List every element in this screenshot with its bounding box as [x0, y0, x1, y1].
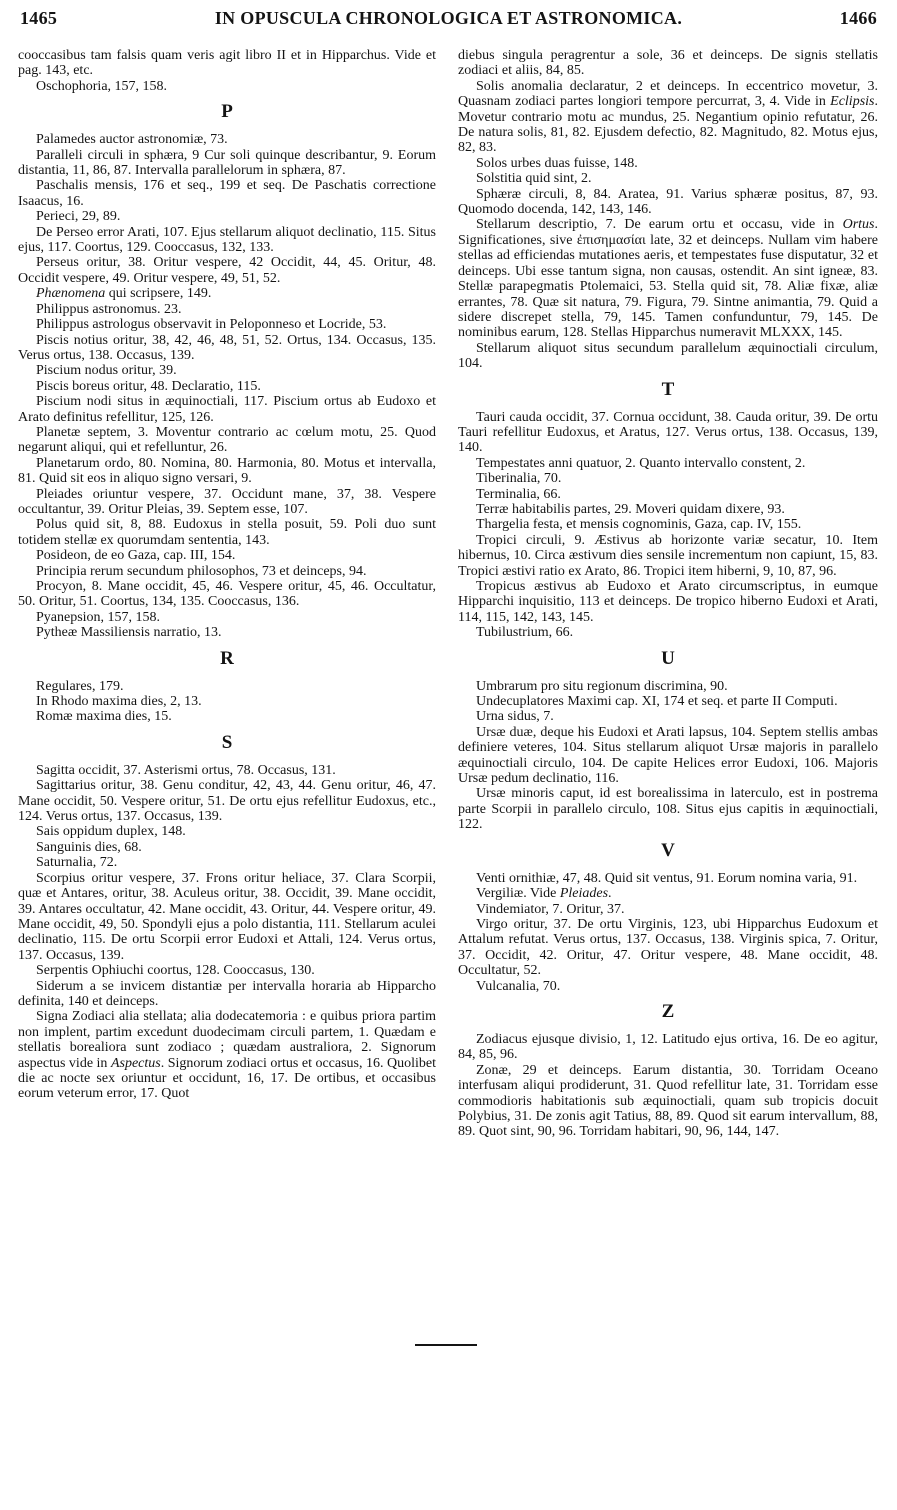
index-entry: Terræ habitabilis partes, 29. Moveri quidam dixere, 93.	[476, 501, 785, 517]
entry-text: Signa Zodiaci alia stellata; alia dodecatemoria : e quibus priora partim non implent, partim excedunt duodecimam circuli partem, 1. Quædam e stellatis borealiora sunt zodiaco ; quædam australiora, 2. Signorum aspectus vide in	[18, 1009, 436, 1071]
index-entry: Sais oppidum duplex, 148.	[36, 824, 186, 840]
index-entry: Serpentis Ophiuchi coortus, 128. Cooccasus, 130.	[36, 963, 315, 979]
section-letter-p: P	[221, 101, 233, 123]
index-entry: Venti ornithiæ, 47, 48. Quid sit ventus, 91. Eorum nomina varia, 91.	[476, 870, 858, 886]
index-entry: Piscis boreus oritur, 48. Declaratio, 115.	[36, 378, 261, 394]
index-column-right	[458, 48, 878, 1140]
end-rule	[415, 1344, 477, 1346]
entry-text: Stellarum descriptio, 7. De earum ortu et occasu, vide in	[476, 217, 843, 233]
index-entry: Paschalis mensis, 176 et seq., 199 et seq. De Paschatis correctione Isaacus, 16.	[18, 178, 436, 209]
italic-term: Pleiades	[559, 886, 609, 902]
index-entry: Vindemiator, 7. Oritur, 37.	[476, 901, 625, 917]
index-entry: Pleiades oriuntur vespere, 37. Occidunt mane, 37, 38. Vespere occultantur, 39. Oritur Pleias, 39. Septem esse, 107.	[18, 486, 436, 517]
index-entry: Terminalia, 66.	[476, 486, 561, 502]
entry-text: Vergiliæ. Vide	[476, 886, 560, 902]
index-entry: Tropici circuli, 9. Æstivus ab horizonte variæ secatur, 10. Item hibernus, 10. Circa æstivum dies sensile incrementum non capiunt, 15, 83. Tropici æstivi ratio ex Arato, 86. Tropici item hiberni, 9, 10, 87, 96.	[458, 532, 878, 579]
index-entry	[18, 1009, 436, 1101]
index-entry: Undecuplatores Maximi cap. XI, 174 et seq. et parte II Computi.	[476, 694, 838, 710]
index-entry: Vulcanalia, 70.	[476, 978, 561, 994]
index-entry: Posideon, de eo Gaza, cap. III, 154.	[36, 548, 236, 564]
index-entry: Umbrarum pro situ regionum discrimina, 90.	[476, 678, 728, 694]
entry-text: . Movetur contrario motu ac mundus, 25. Negantium opinio refutatur, 26. De natura solis, 81, 82. Ejusdem defectio, 82. Magnitudo, 82. Motus ejus, 82, 83.	[458, 94, 878, 156]
index-entry: Polus quid sit, 8, 88. Eudoxus in stella posuit, 59. Poli duo sunt totidem stellæ ex quorumdam sententia, 143.	[18, 517, 436, 548]
index-entry: cooccasibus tam falsis quam veris agit libro II et in Hipparchus. Vide et pag. 143, etc.	[18, 48, 436, 79]
index-entry: Sanguinis dies, 68.	[36, 839, 142, 855]
italic-term: Phænomena	[36, 286, 106, 302]
index-entry: Scorpius oritur vespere, 37. Frons oritur heliace, 37. Clara Scorpii, quæ et Antares, oritur, 38. Aculeus oritur, 38. Occidit, 39. Mane occidit, 39. Antares occultatur, 42. Mane occidit, 43. Oritur, 44. Vespere oritur, 49. Mane occidit, 49, 50. Spondyli ejus a polo distantia, 111. Stellarum aculei declinatio, 115. De ortu Scorpii error Eudoxi et Attali, 124. Verus ortus, 137. Occasus, 139.	[18, 870, 436, 963]
index-entry: Perieci, 29, 89.	[36, 209, 121, 225]
index-entry: Piscis notius oritur, 38, 42, 46, 48, 51, 52. Ortus, 134. Occasus, 135. Verus ortus, 138. Occasus, 139.	[18, 332, 436, 363]
entry-text: .	[608, 886, 612, 902]
index-entry: Tempestates anni quatuor, 2. Quanto intervallo constent, 2.	[476, 455, 806, 471]
index-entry: Stellarum aliquot situs secundum parallelum æquinoctiali circulum, 104.	[458, 340, 878, 372]
italic-term: Aspectus	[110, 1055, 161, 1071]
index-entry: Planetæ septem, 3. Moventur contrario ac cœlum motu, 25. Quod negarunt aliqui, qui et refelluntur, 26.	[18, 424, 436, 456]
index-entry: Piscium nodi situs in æquinoctiali, 117. Piscium ortus ab Eudoxo et Arato definitus refellitur, 125, 126.	[18, 394, 436, 425]
italic-term: Eclipsis	[830, 94, 875, 110]
index-entry: Tubilustrium, 66.	[476, 625, 574, 641]
index-entry: Zodiacus ejusque divisio, 1, 12. Latitudo ejus ortiva, 16. De eo agitur, 84, 85, 96.	[458, 1031, 878, 1063]
index-entry: Regulares, 179.	[36, 678, 124, 694]
section-letter-v: V	[661, 839, 675, 861]
entry-text: Solis anomalia declaratur, 2 et deinceps. In eccentrico movetur, 3. Quasnam zodiaci partes longiori tempore percurrat, 3, 4. Vide in	[458, 78, 878, 110]
index-entry: diebus singula peragrentur a sole, 36 et deinceps. De signis stellatis zodiaci et aliis, 84, 85.	[458, 48, 878, 79]
index-column-left	[18, 48, 436, 1102]
entry-text: . Signorum zodiaci ortus et occasus, 16. Quolibet die ac nocte sex oriuntur et occidunt, 16, 17. De ortibus, et occasibus eorum veterum error, 17. Quot	[18, 1055, 436, 1102]
entry-text: qui scripsere, 149.	[105, 286, 212, 302]
index-entry: Palamedes auctor astronomiæ, 73.	[36, 132, 228, 148]
index-entry: Piscium nodus oritur, 39.	[36, 363, 177, 379]
running-head	[20, 4, 877, 36]
index-entry: Sagitta occidit, 37. Asterismi ortus, 78. Occasus, 131.	[36, 762, 336, 778]
page-number-right: 1466	[839, 8, 877, 28]
index-entry: Siderum a se invicem distantiæ per intervalla horaria ab Hipparcho definita, 140 et deinceps.	[18, 978, 436, 1009]
index-entry	[458, 79, 878, 156]
index-entry: Tauri cauda occidit, 37. Cornua occidunt, 38. Cauda oritur, 39. De ortu Tauri refellitur Eudoxus, et Aratus, 127. Verus ortus, 138. Occasus, 139, 140.	[458, 409, 878, 456]
section-letter-z: Z	[661, 1000, 675, 1022]
index-entry: Sagittarius oritur, 38. Genu conditur, 42, 43, 44. Genu oritur, 46, 47. Mane occidit, 50. Vespere oritur, 51. De ortu ejus refellitur Eudoxus, etc., 124. Verus ortus, 137. Occasus, 139.	[18, 778, 436, 825]
index-entry: Philippus astronomus. 23.	[36, 301, 182, 317]
index-entry	[458, 217, 878, 340]
index-entry: Planetarum ordo, 80. Nomina, 80. Harmonia, 80. Motus et intervalla, 81. Quid sit eos in aliquo signo versari, 9.	[18, 455, 436, 487]
index-entry: Solos urbes duas fuisse, 148.	[476, 155, 638, 171]
index-entry: Romæ maxima dies, 15.	[36, 709, 172, 725]
section-letter-u: U	[661, 647, 675, 669]
index-entry: Sphæræ circuli, 8, 84. Aratea, 91. Varius sphæræ positus, 87, 93. Quomodo docenda, 142, 143, 146.	[458, 186, 878, 218]
index-entry: In Rhodo maxima dies, 2, 13.	[36, 694, 202, 710]
index-entry: De Perseo error Arati, 107. Ejus stellarum aliquot declinatio, 115. Situs ejus, 117. Coortus, 129. Cooccasus, 132, 133.	[18, 224, 436, 256]
section-letter-s: S	[221, 731, 233, 753]
section-letter-t: T	[661, 378, 675, 400]
section-letter-r: R	[220, 647, 234, 669]
index-entry	[18, 286, 436, 301]
index-entry: Virgo oritur, 37. De ortu Virginis, 123, ubi Hipparchus Eudoxum et Attalum refutat. Verus ortus, 137. Occasus, 138. Virginis spica, 7. Oritur, 37. Occidit, 42. Oritur, 47. Oritur vespere, 48. Mane occidit, 48. Occultatur, 52.	[458, 916, 878, 979]
index-entry: Pytheæ Massiliensis narratio, 13.	[36, 625, 222, 641]
index-entry: Oschophoria, 157, 158.	[36, 78, 168, 94]
entry-text: . Significationes, sive ἐπισημασίαι late, 32 et deinceps. Nullam vim habere stellas ad efficiendas mutationes aeris, et tempestates fuse disputatur, 32 et deinceps. Ubi esse tantum signa, non causas, ostendit. An sint igneæ, 83. Stellæ parapegmatis Ptolemaici, 53. Stella quid sit, 78. Aliæ fixæ, aliæ errantes, 78. Quæ sit natura, 79. Figura, 79. Sintne animantia, 79. Quid a sidere discrepet stella, 79, 145. Tamen confunduntur, 79, 145. De nominibus earum, 128. Stellas Hipparchus numeravit MLXXX, 145.	[458, 217, 878, 341]
index-entry: Tiberinalia, 70.	[476, 471, 562, 487]
index-entry: Ursæ duæ, deque his Eudoxi et Arati lapsus, 104. Septem stellis ambas definiere veteres, 104. Situs stellarum aliquot Ursæ majoris in parallelo æquinoctiali circulo, 104. De capite Helices error Eudoxi, 106. Majoris Ursæ pedum declinatio, 116.	[458, 724, 878, 787]
index-entry	[458, 886, 878, 901]
index-entry: Solstitia quid sint, 2.	[476, 171, 592, 187]
index-entry: Tropicus æstivus ab Eudoxo et Arato circumscriptus, in eumque Hipparchi inquisitio, 113 et deinceps. De tropico hiberno Eudoxi et Arati, 114, 115, 142, 143, 145.	[458, 579, 878, 625]
index-entry: Urna sidus, 7.	[476, 709, 554, 725]
italic-term: Ortus	[842, 217, 875, 233]
index-entry: Procyon, 8. Mane occidit, 45, 46. Vespere oritur, 45, 46. Occultatur, 50. Oritur, 51. Coortus, 134, 135. Cooccasus, 136.	[18, 579, 436, 610]
index-entry: Perseus oritur, 38. Oritur vespere, 42 Occidit, 44, 45. Oritur, 48. Occidit vespere, 49. Oritur vespere, 49, 51, 52.	[18, 255, 436, 286]
index-entry: Thargelia festa, et mensis cognominis, Gaza, cap. IV, 155.	[476, 517, 802, 533]
index-entry: Ursæ minoris caput, id est borealissima in laterculo, est in postrema parte Scorpii in parallelo circulo, 108. Situs ejus capitis in æquinoctiali, 122.	[458, 786, 878, 833]
index-entry: Philippus astrologus observavit in Peloponneso et Locride, 53.	[36, 317, 387, 333]
index-entry: Saturnalia, 72.	[36, 855, 118, 871]
index-entry: Paralleli circuli in sphæra, 9 Cur soli quinque describantur, 9. Eorum distantia, 11, 86, 87. Intervalla parallelorum in sphæra, 87.	[18, 147, 436, 179]
index-entry: Pyanepsion, 157, 158.	[36, 609, 161, 625]
index-entry: Zonæ, 29 et deinceps. Earum distantia, 30. Torridam Oceano interfusam aliqui prodiderunt, 31. Quod refellitur late, 31. Torridam esse commodioris habitationis sub æquinoctiali, quam sub tropicis docuit Polybius, 31. De zonis agit Tatius, 88, 89. Quod sit earum intervallum, 88, 89. Quot sint, 90, 96. Torridam habitari, 90, 96, 144, 147.	[458, 1062, 878, 1140]
running-title: IN OPUSCULA CHRONOLOGICA ET ASTRONOMICA.	[214, 8, 683, 28]
page-number-left: 1465	[20, 8, 58, 28]
index-entry: Principia rerum secundum philosophos, 73 et deinceps, 94.	[36, 563, 367, 579]
